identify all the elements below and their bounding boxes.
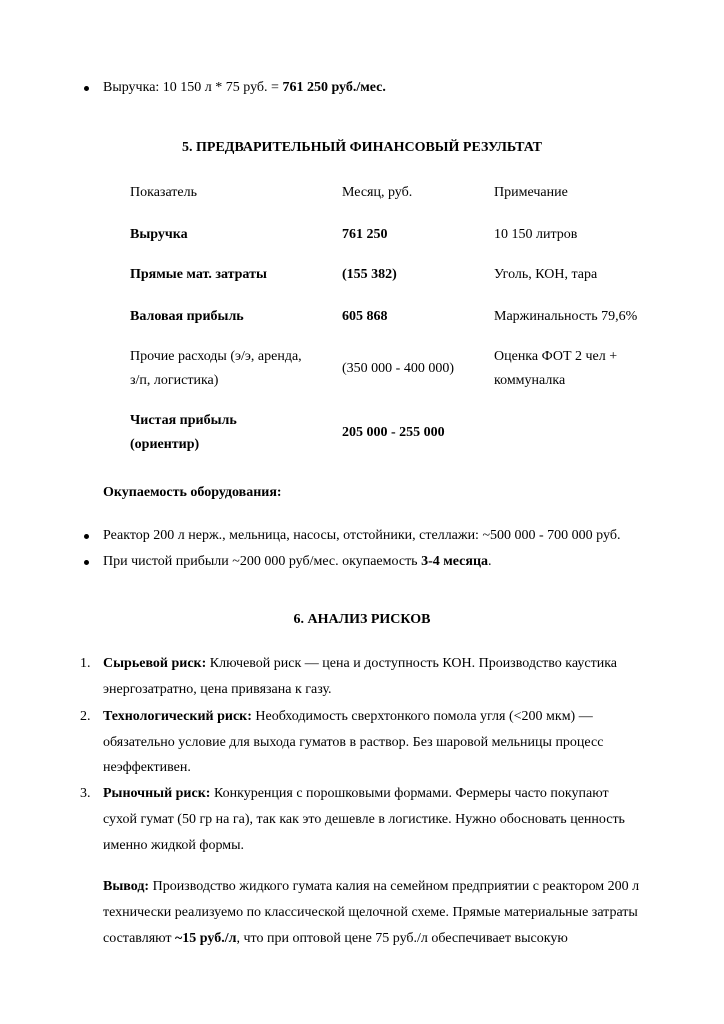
bullet-icon [84, 86, 89, 91]
table-row-gross-note: Маржинальность 79,6% [494, 309, 638, 324]
conclusion-line-3: составляют ~15 руб./л, что при оптовой цене 75 руб./л обеспечивает высокую [103, 931, 568, 946]
table-header-indicator: Показатель [130, 185, 197, 200]
table-row-other-note-1: Оценка ФОТ 2 чел + [494, 349, 618, 364]
risk-item-raw-line-2: энергозатратно, цена привязана к газу. [103, 682, 332, 697]
table-row-costs-note: Уголь, КОН, тара [494, 267, 598, 282]
table-row-net-indicator-1: Чистая прибыль [130, 413, 237, 428]
risk-item-tech-line-2: обязательно условие для выхода гуматов в раствор. Без шаровой мельницы процесс [103, 735, 604, 750]
table-row-revenue-indicator: Выручка [130, 227, 188, 242]
section-6-title: 6. АНАЛИЗ РИСКОВ [293, 612, 431, 627]
conclusion-line-2: технически реализуемо по классической щелочной схеме. Прямые материальные затраты [103, 905, 638, 920]
revenue-line: Выручка: 10 150 л * 75 руб. = 761 250 руб./мес. [103, 80, 386, 95]
table-row-other-indicator-2: з/п, логистика) [130, 373, 219, 388]
table-row-gross-value: 605 868 [342, 309, 388, 324]
table-header-month: Месяц, руб. [342, 185, 413, 200]
bullet-icon [84, 560, 89, 565]
payback-bullet-equipment: Реактор 200 л нерж., мельница, насосы, отстойники, стеллажи: ~500 000 - 700 000 руб. [103, 528, 621, 543]
bullet-icon [84, 534, 89, 539]
table-row-revenue-note: 10 150 литров [494, 227, 578, 242]
table-row-gross-indicator: Валовая прибыль [130, 309, 244, 324]
risk-item-market-line-1: Рыночный риск: Конкуренция с порошковыми формами. Фермеры часто покупают [103, 786, 609, 801]
payback-title: Окупаемость оборудования: [103, 485, 282, 500]
risk-item-tech-line-1: Технологический риск: Необходимость сверхтонкого помола угля (<200 мкм) — [103, 709, 593, 724]
table-header-note: Примечание [494, 185, 568, 200]
risk-number: 2. [80, 709, 91, 724]
table-row-net-value: 205 000 - 255 000 [342, 425, 445, 440]
table-row-net-indicator-2: (ориентир) [130, 437, 200, 452]
risk-item-market-line-2: сухой гумат (50 гр на га), так как это дешевле в логистике. Нужно обосновать ценность [103, 812, 625, 827]
payback-bullet-period: При чистой прибыли ~200 000 руб/мес. окупаемость 3-4 месяца. [103, 554, 492, 569]
table-row-costs-indicator: Прямые мат. затраты [130, 267, 267, 282]
table-row-costs-value: (155 382) [342, 267, 397, 282]
table-row-other-indicator-1: Прочие расходы (э/э, аренда, [130, 349, 302, 364]
risk-number: 1. [80, 656, 91, 671]
table-row-other-note-2: коммуналка [494, 373, 566, 388]
risk-item-tech-line-3: неэффективен. [103, 760, 191, 775]
risk-item-market-line-3: именно жидкой формы. [103, 838, 245, 853]
risk-number: 3. [80, 786, 91, 801]
section-5-title: 5. ПРЕДВАРИТЕЛЬНЫЙ ФИНАНСОВЫЙ РЕЗУЛЬТАТ [182, 140, 542, 155]
table-row-revenue-value: 761 250 [342, 227, 388, 242]
risk-item-raw-line-1: Сырьевой риск: Ключевой риск — цена и доступность КОН. Производство каустика [103, 656, 618, 671]
table-row-other-value: (350 000 - 400 000) [342, 361, 454, 376]
conclusion-line-1: Вывод: Производство жидкого гумата калия на семейном предприятии с реактором 200 л [103, 879, 640, 894]
